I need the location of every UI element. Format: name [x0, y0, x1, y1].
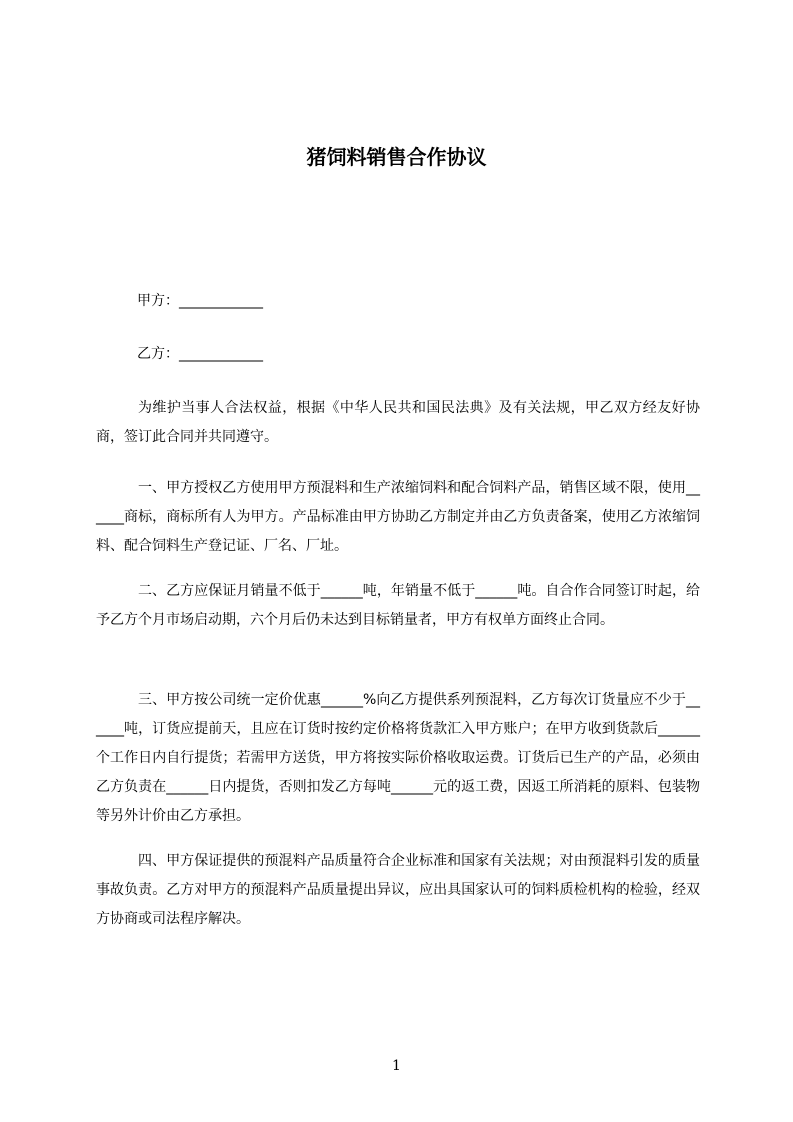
- party-a-line: 甲方：____________: [137, 293, 263, 309]
- document-title: 猪饲料销售合作协议: [306, 145, 487, 169]
- party-b-line: 乙方：____________: [137, 346, 263, 362]
- clause-4-paragraph: 四、甲方保证提供的预混料产品质量符合企业标准和国家有关法规；对由预混料引发的质量事故负责。乙方对甲方的预混料产品质量提出异议，应出具国家认可的饲料质检机构的检验，经双方协商或司法程序解决。: [96, 853, 700, 927]
- intro-paragraph: 为维护当事人合法权益，根据《中华人民共和国民法典》及有关法规，甲乙双方经友好协商，签订此合同并共同遵守。: [96, 400, 700, 445]
- clause-1-paragraph: 一、甲方授权乙方使用甲方预混料和生产浓缩饲料和配合饲料产品，销售区域不限，使用______商标，商标所有人为甲方。产品标准由甲方协助乙方制定并由乙方负责备案，使用乙方浓缩饲料、配合饲料生产登记证、厂名、厂址。: [96, 480, 700, 554]
- clause-2-paragraph: 二、乙方应保证月销量不低于______吨，年销量不低于______吨。自合作合同签订时起，给予乙方个月市场启动期，六个月后仍未达到目标销量者，甲方有权单方面终止合同。: [96, 583, 700, 628]
- page-number: 1: [392, 1058, 401, 1074]
- clause-3-paragraph: 三、甲方按公司统一定价优惠______%向乙方提供系列预混料，乙方每次订货量应不少于______吨，订货应提前天，且应在订货时按约定价格将货款汇入甲方账户；在甲方收到货款后______个工作日内自行提货；若需甲方送货，甲方将按实际价格收取运费。订货后已生产的产品，必须由乙方负责在______日内提货，否则扣发乙方每吨______元的返工费，因返工所消耗的原料、包装物等另外计价由乙方承担。: [96, 692, 700, 824]
